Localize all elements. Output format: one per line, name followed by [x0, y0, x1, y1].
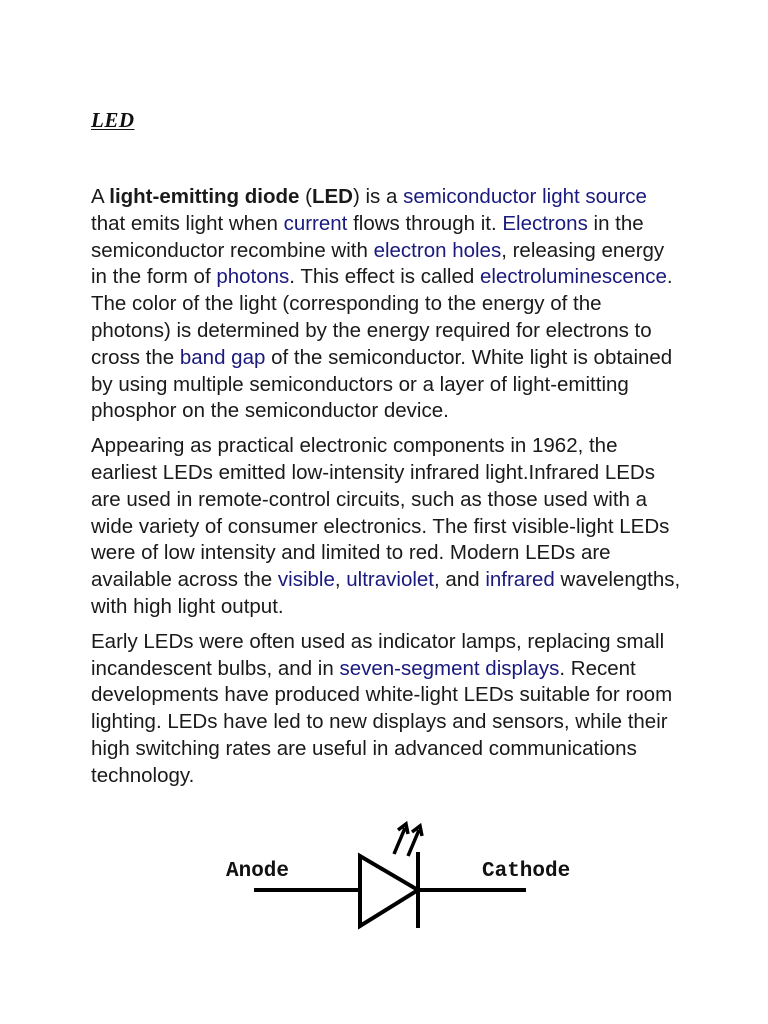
- text-run: in the semiconductor recombine with: [91, 211, 644, 262]
- inline-link[interactable]: ultraviolet: [346, 568, 435, 592]
- text-run: . Recent developments have produced white-light LEDs suitable for room lighting. LEDs have led to new displays and sensors, while their high switching rates are useful in advanced communications technology.: [91, 656, 673, 787]
- paragraph-1: [91, 184, 681, 425]
- inline-link[interactable]: Electrons: [502, 211, 588, 235]
- text-run: flows through it.: [347, 211, 503, 235]
- diode-triangle: [360, 856, 418, 926]
- text-run: (: [299, 185, 312, 208]
- inline-link[interactable]: electron holes: [373, 238, 502, 262]
- anode-label: Anode: [226, 860, 290, 883]
- inline-link[interactable]: seven-segment displays: [339, 656, 560, 680]
- text-run: ) is a: [352, 185, 404, 208]
- light-emission-arrows-icon: [394, 824, 422, 856]
- bold-term: LED: [311, 185, 353, 208]
- paragraph-3: [91, 629, 681, 790]
- inline-link[interactable]: current: [283, 211, 348, 235]
- paragraph-2: [91, 433, 681, 621]
- text-run: . The color of the light (corresponding to the energy of the photons) is determined by the energy required for electrons to cross the: [91, 265, 673, 369]
- article-body: [91, 184, 681, 798]
- text-run: ,: [334, 568, 347, 592]
- inline-link[interactable]: infrared: [485, 568, 555, 592]
- inline-link[interactable]: semiconductor light source: [403, 185, 647, 208]
- inline-link[interactable]: photons: [216, 265, 290, 289]
- inline-link[interactable]: electroluminescence: [479, 265, 667, 289]
- text-run: wavelengths, with high light output.: [91, 568, 681, 618]
- cathode-label: Cathode: [482, 860, 571, 883]
- led-symbol-diagram: [220, 818, 590, 938]
- text-run: , releasing energy in the form of: [91, 238, 665, 289]
- text-run: Appearing as practical electronic components in 1962, the earliest LEDs emitted low-intensity infrared light.Infrared LEDs are used in remote-control circuits, such as those used with a wide variety of consumer electronics. The first visible-light LEDs were of low intensity and limited to red. Modern LEDs are available across the: [91, 434, 670, 592]
- text-run: Early LEDs were often used as indicator lamps, replacing small incandescent bulbs, and in: [91, 629, 665, 680]
- text-run: that emits light when: [91, 211, 284, 235]
- inline-link[interactable]: band gap: [179, 345, 266, 369]
- document-heading: LED: [91, 108, 135, 132]
- text-run: , and: [434, 568, 486, 592]
- bold-term: light-emitting diode: [109, 185, 300, 208]
- text-run: A: [91, 185, 110, 208]
- text-run: . This effect is called: [289, 265, 480, 289]
- inline-link[interactable]: visible: [277, 568, 335, 592]
- text-run: of the semiconductor. White light is obtained by using multiple semiconductors or a layer of light-emitting phosphor on the semiconductor device.: [91, 345, 673, 423]
